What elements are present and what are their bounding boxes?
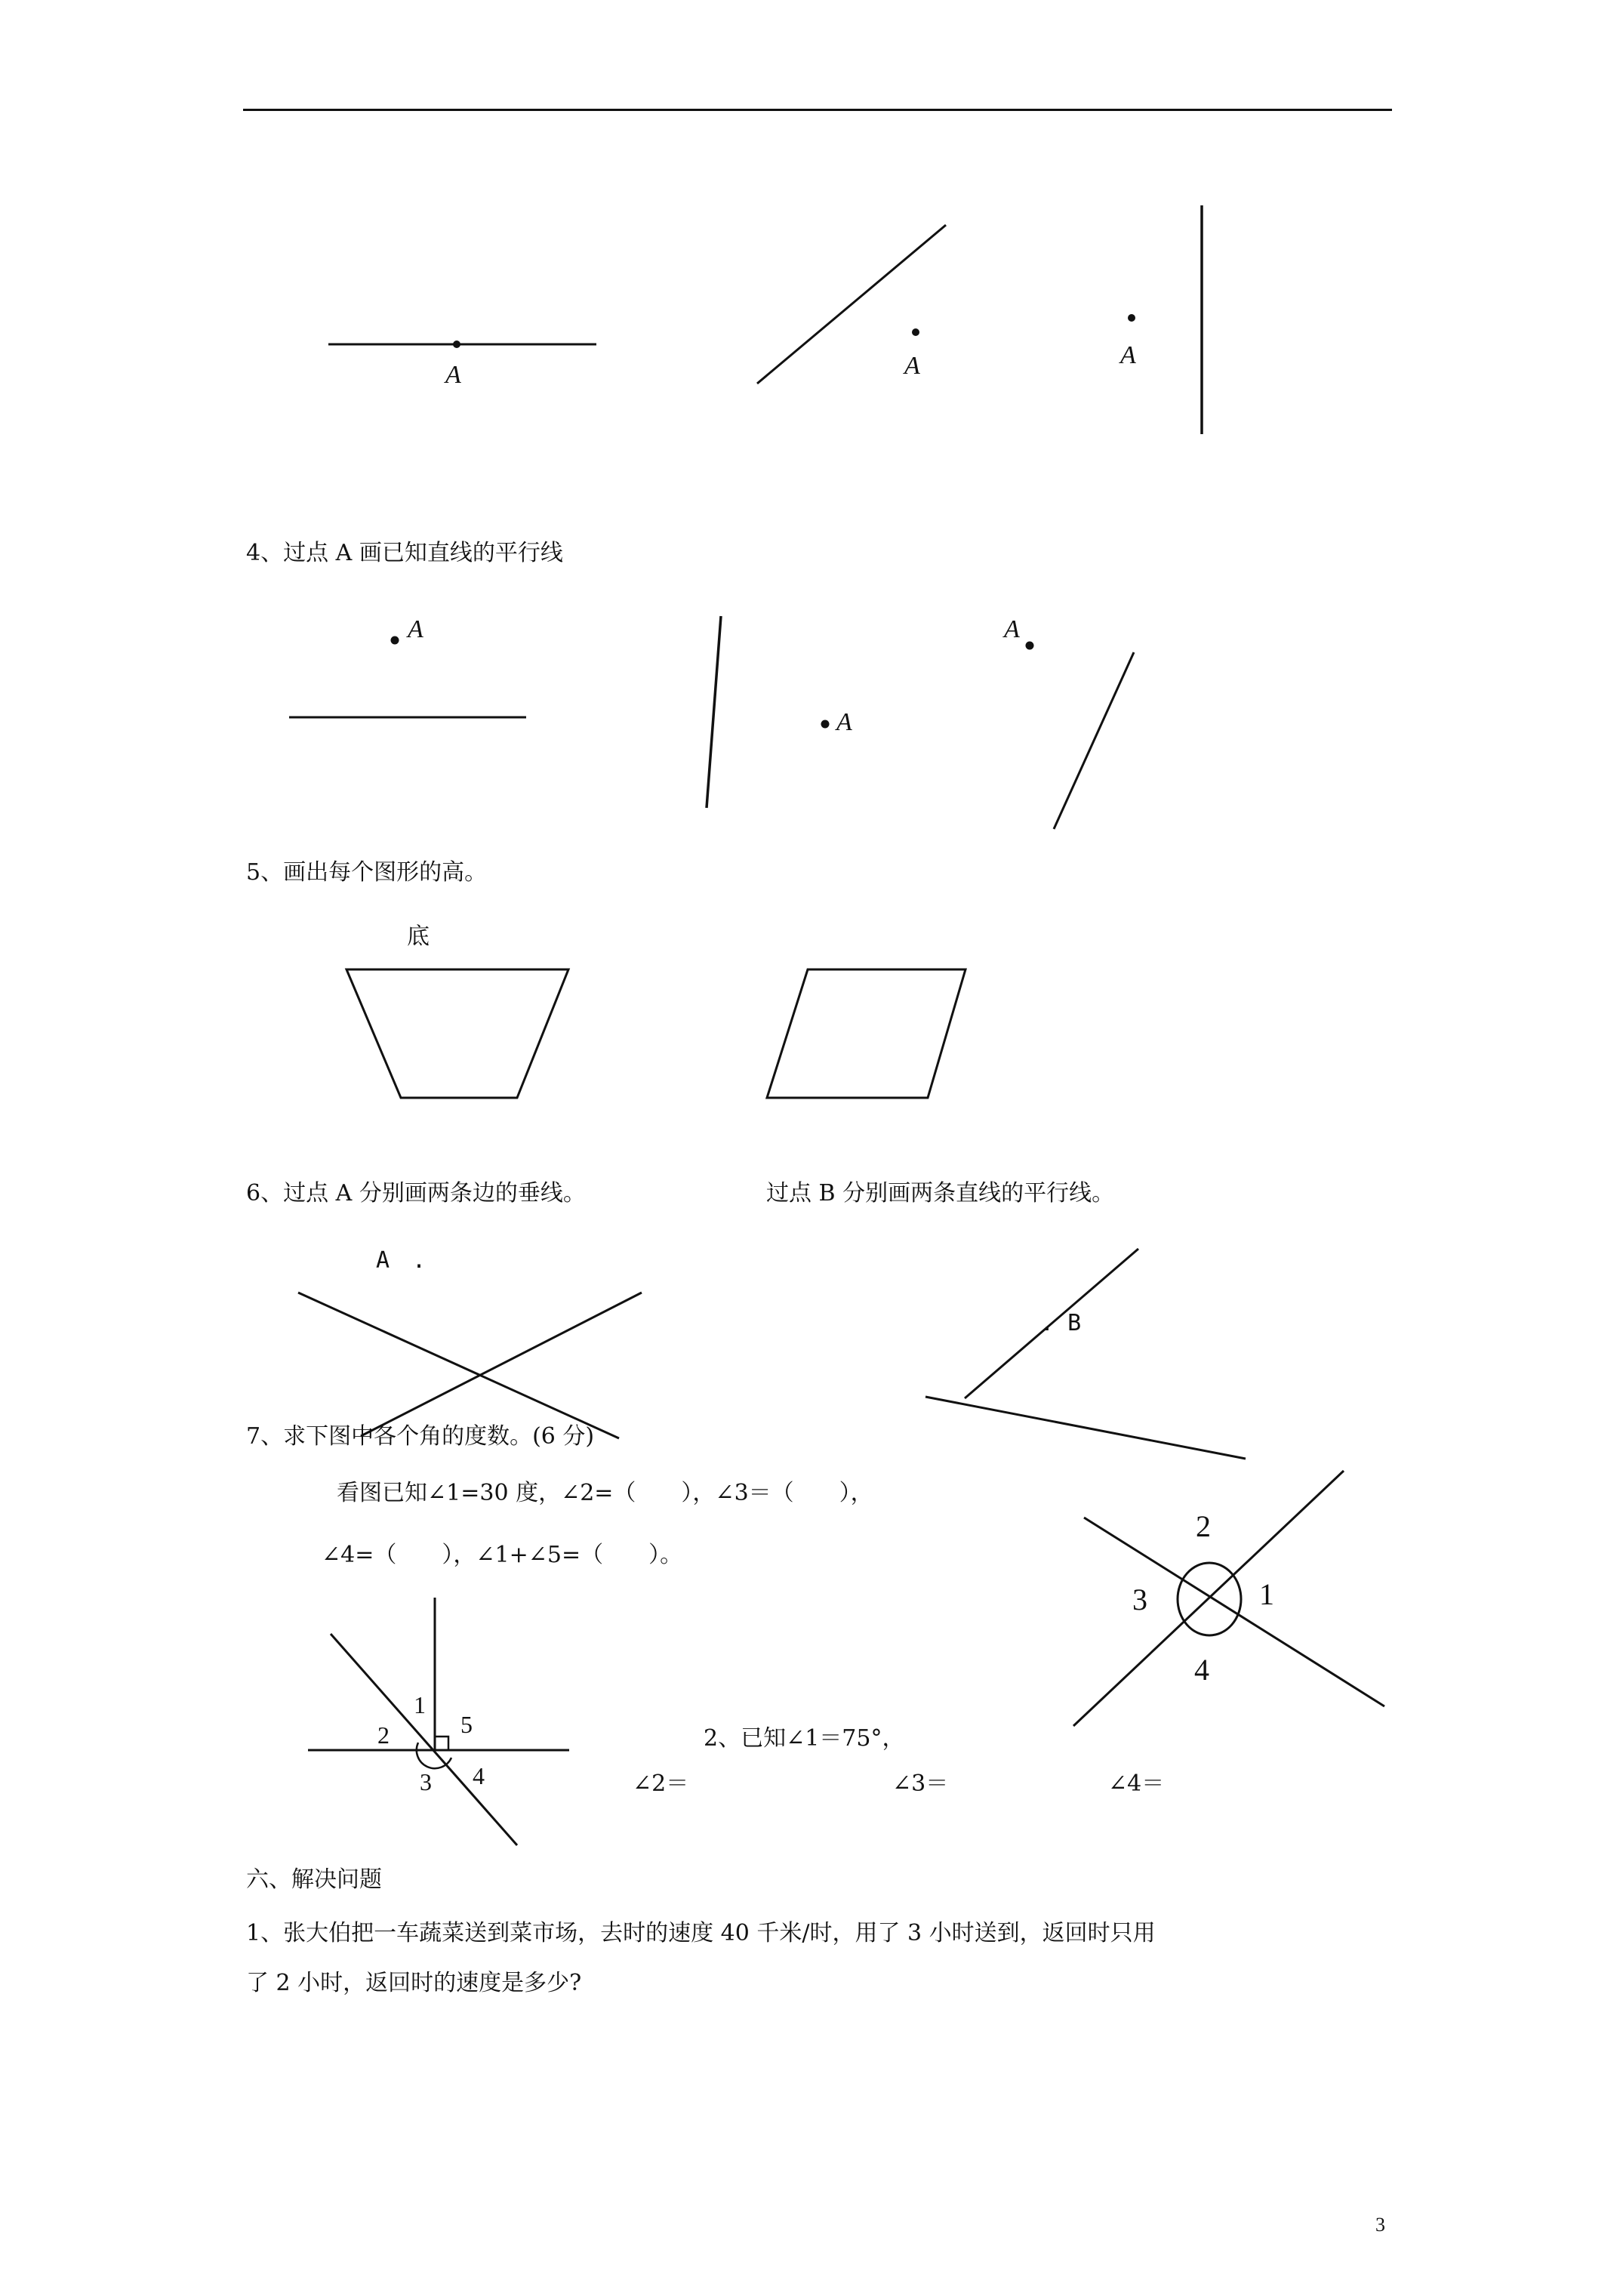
q4-point-a-2 bbox=[821, 720, 830, 729]
page-number: 3 bbox=[1375, 2214, 1385, 2236]
q7-title: 7、求下图中各个角的度数。(6 分) bbox=[246, 1423, 595, 1450]
label-a-3: A bbox=[1120, 341, 1136, 369]
q6-point-a: A . bbox=[376, 1247, 427, 1274]
q7-x-figure bbox=[1057, 1457, 1404, 1737]
q6-title-b: 过点 B 分别画两条直线的平行线。 bbox=[766, 1180, 1115, 1207]
q4-line-2 bbox=[707, 616, 721, 808]
q7-line2: ∠4=（ ），∠1+∠5=（ ）。 bbox=[322, 1542, 683, 1568]
angle-label-2: 2 bbox=[377, 1721, 390, 1749]
trapezoid bbox=[346, 969, 568, 1098]
section6-title: 六、解决问题 bbox=[246, 1866, 382, 1893]
problem1-line2: 了 2 小时，返回时的速度是多少? bbox=[246, 1970, 582, 1996]
q6-angle-line-1 bbox=[965, 1249, 1138, 1398]
q7-ans3: ∠3＝ bbox=[892, 1771, 949, 1797]
point-a-3 bbox=[1128, 314, 1135, 322]
q4-point-a-1 bbox=[391, 636, 399, 645]
x-label-2: 2 bbox=[1196, 1509, 1211, 1543]
q4-point-a-3 bbox=[1026, 642, 1034, 650]
q4-line-3 bbox=[1054, 652, 1134, 829]
x-label-4: 4 bbox=[1194, 1653, 1209, 1687]
q6-title-a: 6、过点 A 分别画两条边的垂线。 bbox=[246, 1180, 586, 1207]
angle-label-5: 5 bbox=[460, 1711, 473, 1738]
right-angle-mark bbox=[435, 1737, 448, 1750]
x-label-1: 1 bbox=[1259, 1577, 1274, 1611]
angle-label-3: 3 bbox=[420, 1768, 432, 1795]
q7-ans4: ∠4＝ bbox=[1108, 1771, 1165, 1797]
q6-figures bbox=[0, 1238, 1623, 1465]
q6-cross-line-2 bbox=[361, 1293, 642, 1436]
q6-angle-line-2 bbox=[925, 1397, 1246, 1459]
q5-title: 5、画出每个图形的高。 bbox=[246, 859, 488, 886]
parallelogram bbox=[767, 969, 965, 1098]
angle-diagonal-line bbox=[331, 1634, 517, 1845]
q7-sub2: 2、已知∠1＝75°， bbox=[704, 1725, 905, 1752]
label-a-1: A bbox=[445, 361, 461, 389]
problem1-line1: 1、张大伯把一车蔬菜送到菜市场，去时的速度 40 千米/时，用了 3 小时送到，返回时只用 bbox=[246, 1920, 1156, 1946]
q7-ans2: ∠2＝ bbox=[633, 1771, 689, 1797]
angle-label-1: 1 bbox=[414, 1691, 426, 1718]
q6-cross-line-1 bbox=[298, 1293, 619, 1438]
point-a-2 bbox=[912, 328, 919, 336]
top-figures bbox=[0, 0, 1623, 468]
q4-title: 4、过点 A 画已知直线的平行线 bbox=[246, 540, 563, 566]
label-a-2: A bbox=[904, 352, 920, 380]
q4-label-a-3: A bbox=[1004, 615, 1020, 643]
q4-label-a-1: A bbox=[408, 615, 423, 643]
q5-figures bbox=[0, 959, 1623, 1110]
q4-label-a-2: A bbox=[836, 708, 852, 736]
q5-base-label: 底 bbox=[407, 923, 430, 950]
q6-point-b: . B bbox=[1040, 1310, 1082, 1336]
q4-figures bbox=[0, 589, 1623, 846]
x-line-1 bbox=[1084, 1518, 1384, 1706]
angle-label-4: 4 bbox=[473, 1762, 485, 1789]
q7-angle-figure bbox=[287, 1593, 589, 1865]
x-label-3: 3 bbox=[1132, 1583, 1147, 1616]
q7-line1: 看图已知∠1=30 度，∠2=（ ），∠3＝（ ）， bbox=[337, 1480, 873, 1506]
point-a-1 bbox=[453, 341, 460, 348]
